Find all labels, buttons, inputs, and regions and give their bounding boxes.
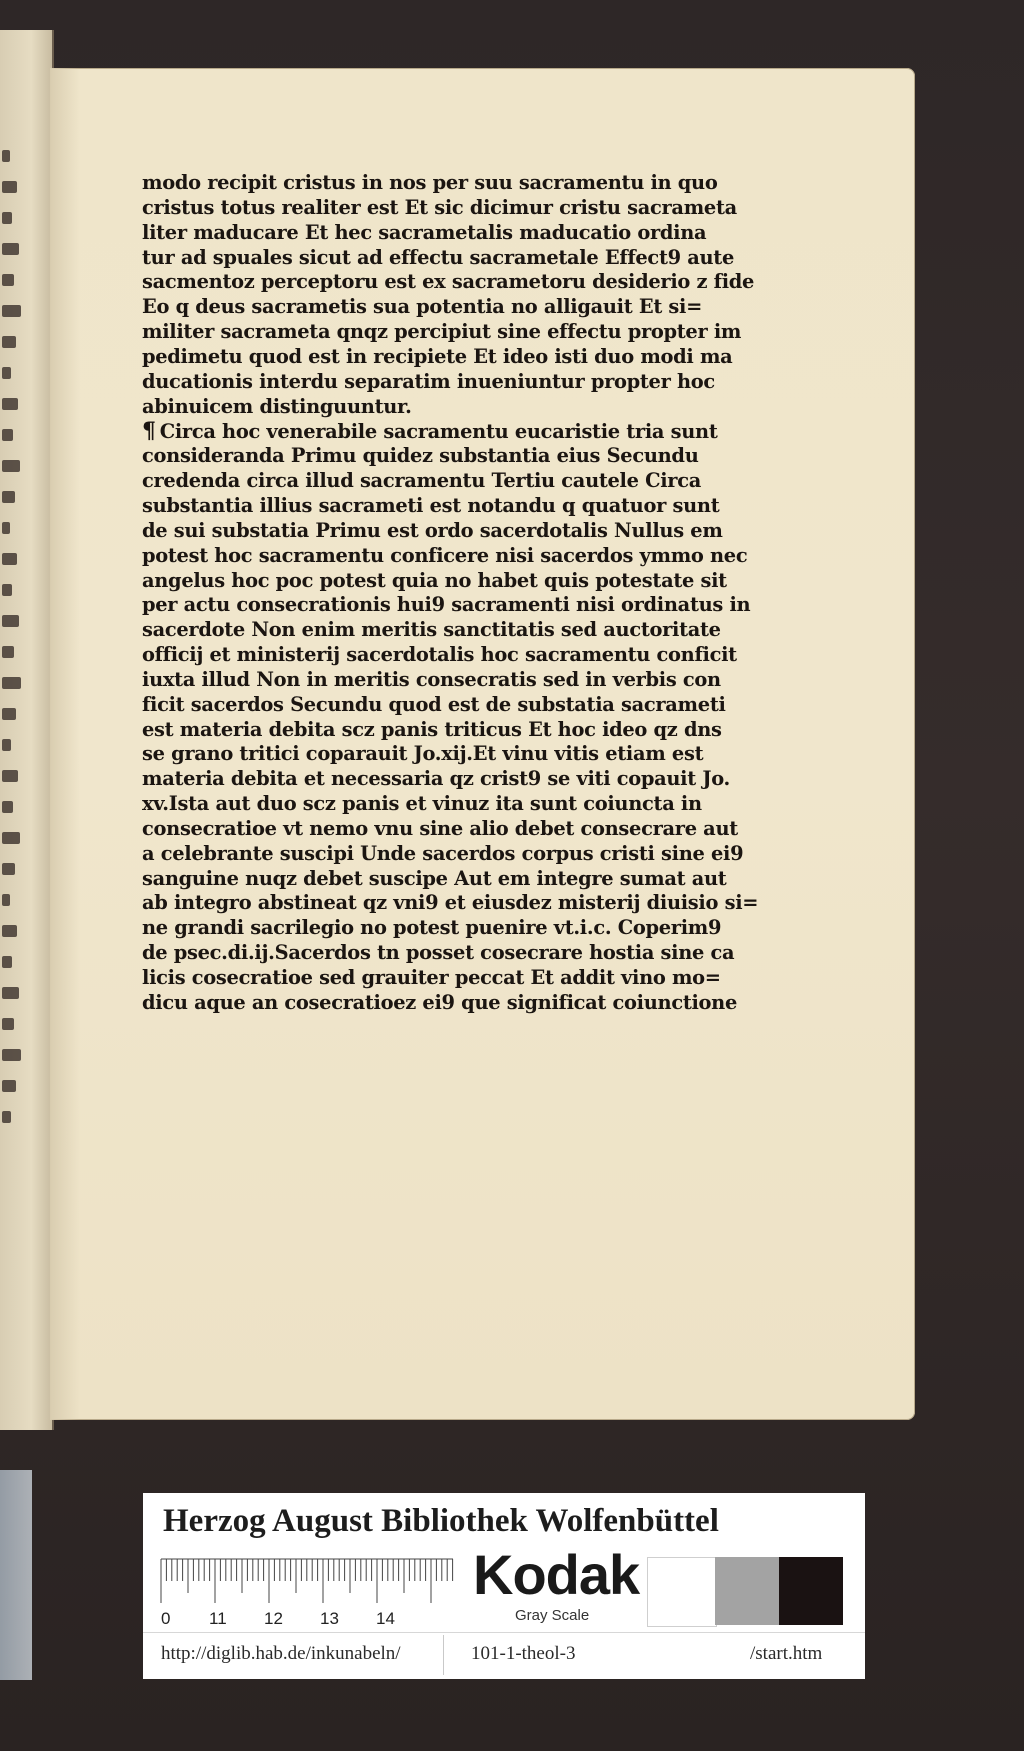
- white-patch: [647, 1557, 717, 1627]
- text-line-content: Eo q deus sacrametis sua potentia no alligauit Et si=: [142, 295, 703, 319]
- kodak-logo: Kodak: [473, 1543, 640, 1606]
- text-line-content: sacerdote Non enim meritis sanctitatis sed auctoritate: [142, 618, 721, 642]
- text-line: [142, 196, 782, 221]
- edge-ink-mark: [2, 987, 19, 999]
- text-line-content: officij et ministerij sacerdotalis hoc sacramentu conficit: [142, 643, 737, 667]
- text-line-content: licis cosecratioe sed grauiter peccat Et addit vino mo=: [142, 966, 721, 989]
- text-line: [142, 693, 782, 718]
- card-divider: [143, 1632, 865, 1633]
- edge-ink-mark: [2, 677, 21, 689]
- url-end: /start.htm: [750, 1643, 823, 1664]
- text-line: [142, 867, 782, 892]
- text-line: [142, 891, 782, 916]
- edge-ink-mark: [2, 336, 16, 348]
- text-line: [142, 246, 782, 271]
- text-line-content: de sui substatia Primu est ordo sacerdotalis Nullus em: [142, 518, 723, 542]
- text-line-content: xv.Ista aut duo scz panis et vinuz ita sunt coiuncta in: [142, 792, 702, 816]
- edge-ink-mark: [2, 615, 19, 627]
- text-line-content: ne grandi sacrilegio no potest puenire vt.i.c. Coperim9: [142, 916, 722, 940]
- text-line: [142, 345, 782, 370]
- ruler-label-13: 13: [320, 1609, 339, 1628]
- edge-ink-mark: [2, 429, 13, 441]
- url-base: http://diglib.hab.de/inkunabeln/: [161, 1643, 401, 1664]
- text-line-content: ab integro abstineat qz vni9 et eiusdez misterij diuisio si=: [142, 891, 759, 915]
- calibration-card: [143, 1493, 865, 1679]
- edge-ink-mark: [2, 491, 15, 503]
- edge-ink-mark: [2, 1049, 21, 1061]
- text-line: [142, 519, 782, 544]
- text-line-content: dicu aque an cosecratioez ei9 que significat coiunctione: [142, 990, 738, 1014]
- gray-scale-label: Gray Scale: [515, 1607, 590, 1624]
- text-line-content: iuxta illud Non in meritis consecratis sed in verbis con: [142, 667, 721, 691]
- text-line: [142, 494, 782, 519]
- text-line-content: sanguine nuqz debet suscipe Aut em integre sumat aut: [142, 866, 727, 890]
- text-line: [142, 221, 782, 246]
- text-line: [142, 643, 782, 668]
- edge-ink-mark: [2, 708, 16, 720]
- text-line: [142, 966, 782, 991]
- text-line: [142, 817, 782, 842]
- edge-ink-mark: [2, 553, 17, 565]
- text-line-content: sacmentoz perceptoru est ex sacrametoru desiderio z fide: [142, 270, 755, 294]
- ruler-label-14: 14: [376, 1609, 395, 1628]
- paragraph-mark: ¶: [142, 419, 156, 445]
- library-title: Herzog August Bibliothek Wolfenbüttel: [163, 1503, 719, 1539]
- edge-ink-mark: [2, 398, 18, 410]
- gray-patch: [715, 1557, 779, 1625]
- text-line-content: consideranda Primu quidez substantia eius Secundu: [142, 444, 699, 468]
- edge-ink-mark: [2, 832, 20, 844]
- text-line-content: substantia illius sacrameti est notandu q quatuor sunt: [142, 493, 720, 517]
- text-line-content: a celebrante suscipi Unde sacerdos corpus cristi sine ei9: [142, 841, 744, 865]
- edge-ink-mark: [2, 1111, 11, 1123]
- edge-ink-mark: [2, 1080, 16, 1092]
- text-line-content: angelus hoc poc potest quia no habet quis potestate sit: [142, 568, 727, 592]
- text-line: [142, 842, 782, 867]
- text-line-content: pedimetu quod est in recipiete Et ideo isti duo modi ma: [142, 344, 733, 368]
- text-line-content: tur ad spuales sicut ad effectu sacrametale Effect9 aute: [142, 245, 734, 269]
- text-line: [142, 395, 782, 420]
- edge-ink-mark: [2, 150, 10, 162]
- edge-ink-mark: [2, 956, 12, 968]
- text-line: [142, 370, 782, 395]
- edge-ink-mark: [2, 863, 15, 875]
- text-line-content: ficit sacerdos Secundu quod est de substatia sacrameti: [142, 692, 726, 716]
- adjacent-page-edge: [0, 30, 54, 1430]
- edge-ink-mark: [2, 274, 14, 286]
- text-line: [142, 618, 782, 643]
- text-line-content: modo recipit cristus in nos per suu sacramentu in quo: [142, 171, 718, 194]
- text-line: [142, 270, 782, 295]
- text-line-content: cristus totus realiter est Et sic dicimur cristu sacrameta: [142, 195, 737, 219]
- url-id: 101-1-theol-3: [471, 1643, 576, 1664]
- text-line: [142, 171, 782, 196]
- text-line: [142, 444, 782, 469]
- text-line-content: Circa hoc venerabile sacramentu eucaristie tria sunt: [159, 420, 718, 444]
- manuscript-page: [50, 68, 915, 1420]
- edge-ink-mark: [2, 770, 18, 782]
- ruler-label-12: 12: [264, 1609, 283, 1628]
- text-line: [142, 742, 782, 767]
- edge-ink-mark: [2, 305, 21, 317]
- edge-ink-mark: [2, 243, 19, 255]
- text-line: [142, 916, 782, 941]
- edge-ink-mark: [2, 212, 12, 224]
- text-line-content: ducationis interdu separatim inueniuntur propter hoc: [142, 369, 715, 393]
- text-line-content: credenda circa illud sacramentu Tertiu cautele Circa: [142, 469, 701, 493]
- edge-ink-mark: [2, 646, 14, 658]
- edge-ink-mark: [2, 460, 20, 472]
- page-text: [142, 171, 782, 1016]
- text-line: [142, 295, 782, 320]
- text-line-content: est materia debita scz panis triticus Et hoc ideo qz dns: [142, 717, 722, 741]
- text-line-content: consecratioe vt nemo vnu sine alio debet consecrare aut: [142, 816, 738, 840]
- color-strip: [0, 1470, 32, 1680]
- text-line-content: materia debita et necessaria qz crist9 se viti copauit Jo.: [142, 767, 730, 791]
- ruler-label-0: 0: [161, 1609, 171, 1628]
- text-line: [142, 569, 782, 594]
- edge-ink-mark: [2, 1018, 14, 1030]
- edge-ink-mark: [2, 925, 17, 937]
- text-line-content: de psec.di.ij.Sacerdos tn posset cosecrare hostia sine ca: [142, 941, 735, 965]
- ruler-label-11: 11: [209, 1609, 227, 1628]
- edge-ink-mark: [2, 367, 11, 379]
- text-line: [142, 419, 782, 444]
- text-line-content: potest hoc sacramentu conficere nisi sacerdos ymmo nec: [142, 543, 748, 567]
- text-line: [142, 668, 782, 693]
- edge-ink-mark: [2, 522, 10, 534]
- text-line-content: per actu consecrationis hui9 sacramenti nisi ordinatus in: [142, 593, 751, 617]
- text-line-content: militer sacrameta qnqz percipiut sine effectu propter im: [142, 320, 742, 344]
- text-line: [142, 593, 782, 618]
- edge-ink-mark: [2, 894, 10, 906]
- edge-ink-mark: [2, 739, 11, 751]
- text-line: [142, 991, 782, 1016]
- text-line: [142, 941, 782, 966]
- ruler-scale: [157, 1555, 457, 1615]
- text-line: [142, 544, 782, 569]
- text-line: [142, 792, 782, 817]
- separator: [443, 1635, 444, 1675]
- text-line-content: liter maducare Et hec sacrametalis maducatio ordina: [142, 220, 707, 244]
- edge-ink-mark: [2, 801, 13, 813]
- edge-ink-mark: [2, 181, 17, 193]
- text-line: [142, 767, 782, 792]
- black-patch: [779, 1557, 843, 1625]
- text-line: [142, 718, 782, 743]
- text-line: [142, 469, 782, 494]
- edge-ink-mark: [2, 584, 12, 596]
- text-line: [142, 320, 782, 345]
- text-line-content: abinuicem distinguuntur.: [142, 394, 412, 418]
- text-line-content: se grano tritici coparauit Jo.xij.Et vinu vitis etiam est: [142, 742, 704, 766]
